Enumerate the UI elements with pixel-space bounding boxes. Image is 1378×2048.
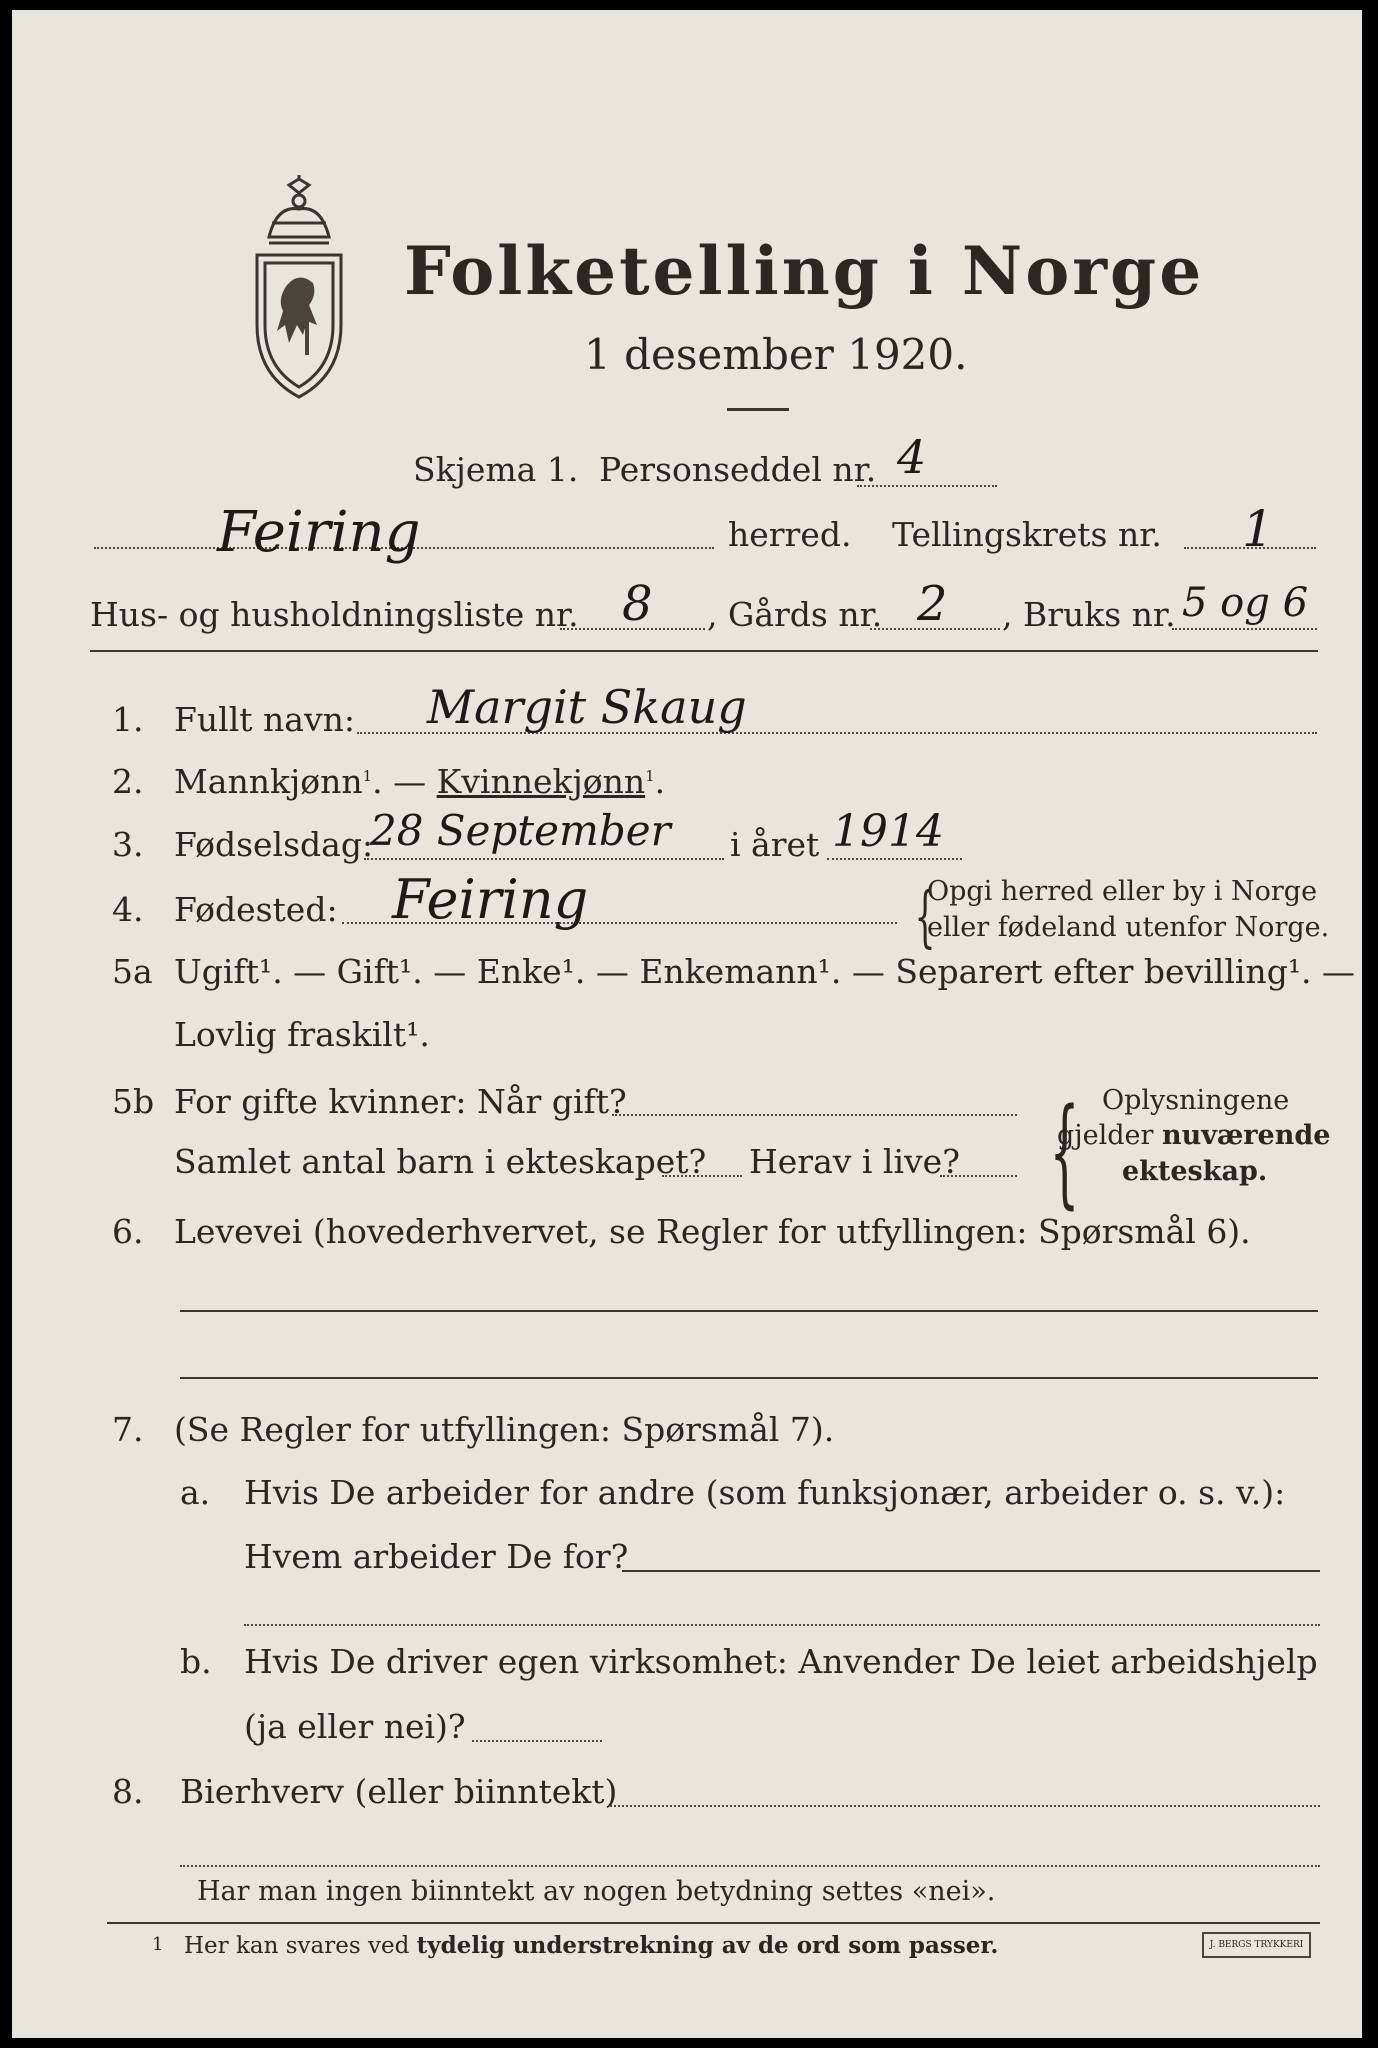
q2-kvinne: Kvinnekjønn [436, 762, 646, 801]
q7b-line1: Hvis De driver egen virksomhet: Anvender De leiet arbeidshjelp [244, 1642, 1318, 1681]
q4-note-2: eller fødeland utenfor Norge. [927, 912, 1330, 943]
q8-number: 8. [112, 1772, 144, 1811]
q7a-line2: Hvem arbeider De for? [244, 1537, 629, 1576]
printer-stamp: J. BERGS TRYKKERI [1202, 1932, 1311, 1958]
q8-answer-line-2 [180, 1865, 1320, 1867]
q7a-line1: Hvis De arbeider for andre (som funksjonær, arbeider o. s. v.): [244, 1473, 1286, 1512]
q2-number: 2. [112, 762, 144, 801]
personseddel-value: 4 [897, 430, 927, 484]
gards-value: 2 [917, 576, 948, 632]
q4-label: Fødested: [174, 890, 338, 929]
q7-label: (Se Regler for utfyllingen: Spørsmål 7). [174, 1410, 835, 1449]
footnote-mark: 1 [152, 1934, 164, 1955]
q4-brace: { [914, 878, 936, 955]
q5b-line1: For gifte kvinner: Når gift? [174, 1082, 627, 1121]
q1-label: Fullt navn: [174, 700, 355, 739]
q1-value: Margit Skaug [427, 680, 747, 734]
q7b-answer-line [472, 1740, 602, 1742]
q3-label: Fødselsdag: [174, 825, 374, 864]
q4-number: 4. [112, 890, 144, 929]
q7-number: 7. [112, 1410, 144, 1449]
q3-line [364, 858, 724, 860]
footnote-text-b: tydelig understrekning av de ord som passer. [416, 1932, 999, 1959]
q1-number: 1. [112, 700, 144, 739]
q5b-line2a: Samlet antal barn i ekteskapet? [174, 1142, 707, 1181]
bruks-line [1172, 628, 1317, 630]
q4-value: Feiring [392, 868, 589, 931]
q5a-line1: Ugift¹. — Gift¹. — Enke¹. — Enkemann¹. — Separert efter bevilling¹. — [174, 952, 1356, 991]
hus-value: 8 [622, 576, 653, 632]
tellingskrets-value: 1 [1242, 500, 1274, 558]
footnote-rule [107, 1922, 1320, 1924]
personseddel-line [857, 485, 997, 487]
q5b-note-2b: nuværende [1162, 1120, 1331, 1151]
q6-answer-line-2 [180, 1377, 1318, 1379]
footnote-text-a: Her kan svares ved [184, 1933, 417, 1959]
tellingskrets-label: Tellingskrets nr. [892, 515, 1162, 554]
q7a-answer-line [622, 1570, 1320, 1572]
q5a-line2: Lovlig fraskilt¹. [174, 1015, 430, 1054]
q6-number: 6. [112, 1212, 144, 1251]
bruks-label: , Bruks nr. [1002, 595, 1176, 634]
form-title: Folketelling i Norge [404, 232, 1205, 310]
q5b-live-line [940, 1175, 1017, 1177]
q5b-note-2 [1057, 1120, 1330, 1151]
q5b-brace: { [1049, 1082, 1080, 1220]
q5b-note-3: ekteskap. [1122, 1156, 1268, 1187]
q5a-number: 5a [112, 952, 153, 991]
q7b-letter: b. [180, 1642, 212, 1681]
footnote-text [184, 1932, 998, 1959]
q2-kvinne-end: . [654, 762, 666, 801]
herred-label: herred. [728, 515, 852, 554]
header-divider [727, 408, 789, 411]
q5b-gift-line [612, 1114, 1017, 1116]
bruks-value: 5 og 6 [1182, 580, 1309, 626]
q5b-line2b: Herav i live? [749, 1142, 960, 1181]
q6-answer-line-1 [180, 1310, 1318, 1312]
q2-mann: Mannkjønn [174, 762, 363, 801]
q3-number: 3. [112, 825, 144, 864]
q5b-barn-line [662, 1175, 742, 1177]
hus-label: Hus- og husholdningsliste nr. [90, 595, 579, 634]
census-date: 1 desember 1920. [584, 330, 968, 379]
bottom-note: Har man ingen biinntekt av nogen betydning settes «nei». [197, 1876, 996, 1907]
q7a-letter: a. [180, 1473, 211, 1512]
q3-year-value: 1914 [832, 806, 944, 857]
q5b-note-2a: gjelder [1057, 1120, 1163, 1151]
gards-label: , Gårds nr. [707, 595, 883, 634]
q2-text [174, 762, 665, 801]
q6-label: Levevei (hovederhvervet, se Regler for utfyllingen: Spørsmål 6). [174, 1212, 1251, 1251]
coat-of-arms-icon [247, 175, 352, 400]
q8-label: Bierhverv (eller biinntekt) [180, 1772, 618, 1811]
q8-answer-line [610, 1805, 1320, 1807]
q7b-line2: (ja eller nei)? [244, 1707, 466, 1746]
q2-mann-sup: 1 [362, 767, 373, 785]
census-form-sheet [12, 10, 1362, 2038]
q4-note-1: Opgi herred eller by i Norge [927, 876, 1318, 907]
q3-year-line [827, 858, 962, 860]
q2-sep: — [393, 762, 427, 801]
herred-value: Feiring [217, 500, 421, 565]
q5b-number: 5b [112, 1082, 155, 1121]
q5b-note-1: Oplysningene [1102, 1085, 1290, 1116]
header-rule [90, 650, 1318, 652]
schema-label: Skjema 1. [413, 450, 579, 489]
personseddel-label: Personseddel nr. [599, 450, 877, 489]
q3-value: 28 September [370, 806, 671, 855]
q7a-answer-line-2 [244, 1624, 1320, 1626]
q2-mann-end: . [372, 762, 383, 801]
q3-year-label: i året [730, 825, 820, 864]
q2-kvinne-sup: 1 [645, 767, 655, 785]
